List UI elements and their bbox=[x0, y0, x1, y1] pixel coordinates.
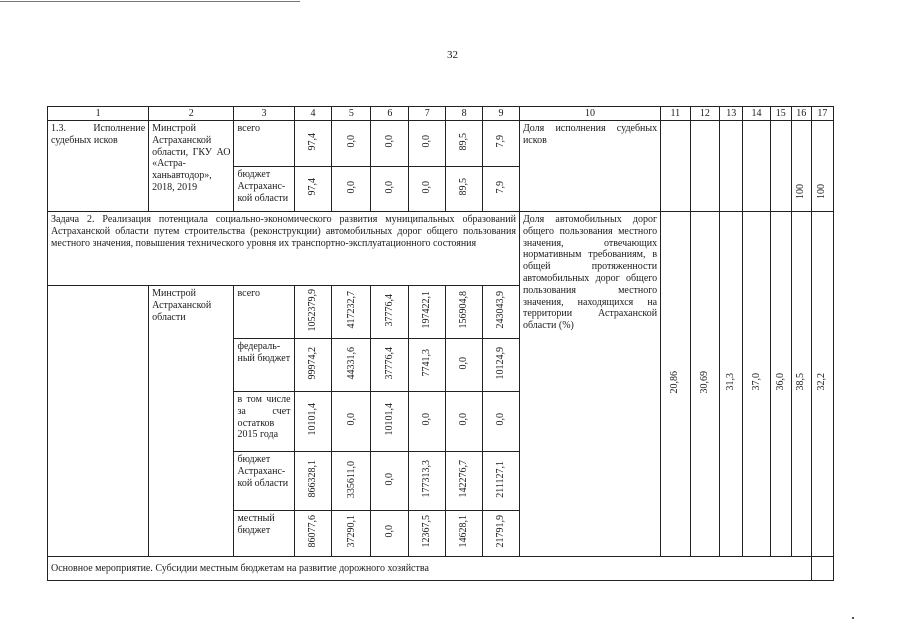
value-text: 99974,2 bbox=[307, 346, 319, 380]
main-activity-cell: Основное мероприятие. Субсидии местным бюджетам на развитие дорожного хозяйства bbox=[48, 557, 812, 581]
header-cell: 17 bbox=[811, 107, 833, 121]
indicator-value-cell bbox=[770, 212, 791, 557]
value-cell bbox=[294, 452, 332, 511]
value-text: 10124,9 bbox=[495, 346, 507, 380]
source-label-cell: всего bbox=[234, 286, 294, 339]
value-cell bbox=[371, 121, 409, 167]
value-text: 7741,3 bbox=[421, 349, 433, 377]
indicator-value: 32,2 bbox=[816, 373, 828, 391]
value-text: 211127,1 bbox=[495, 460, 507, 498]
value-cell bbox=[446, 121, 483, 167]
source-label-cell: в том числе за счет остатков 2015 года bbox=[234, 392, 294, 452]
value-text: 0,0 bbox=[458, 356, 470, 370]
indicator-value-cell bbox=[661, 121, 691, 212]
value-cell bbox=[409, 121, 446, 167]
value-cell bbox=[332, 339, 371, 392]
measure-name-cell: 1.3. Исполнение судебных исков bbox=[48, 121, 149, 212]
header-cell: 8 bbox=[446, 107, 483, 121]
value-text: 243043,9 bbox=[495, 291, 507, 329]
value-cell bbox=[446, 339, 483, 392]
value-text: 0,0 bbox=[345, 135, 357, 148]
source-label-cell: федераль-ный бюджет bbox=[234, 339, 294, 392]
header-cell: 4 bbox=[294, 107, 332, 121]
source-label-cell: всего bbox=[234, 121, 294, 167]
value-cell bbox=[332, 167, 371, 212]
indicator-value: 100 bbox=[816, 184, 828, 200]
value-cell bbox=[446, 286, 483, 339]
value-text: 0,0 bbox=[383, 525, 395, 538]
indicator-value-cell bbox=[791, 121, 811, 212]
value-text: 37776,4 bbox=[383, 346, 395, 380]
source-label-cell: местный бюджет bbox=[234, 511, 294, 557]
value-text: 142276,7 bbox=[458, 460, 470, 498]
header-cell: 15 bbox=[770, 107, 791, 121]
value-text: 335611,0 bbox=[345, 460, 357, 498]
value-text: 10101,4 bbox=[307, 403, 319, 436]
indicator-value: 100 bbox=[795, 184, 807, 200]
value-cell bbox=[409, 339, 446, 392]
value-cell bbox=[332, 511, 371, 557]
empty-cell bbox=[811, 557, 833, 581]
indicator-value: 38,5 bbox=[795, 373, 807, 391]
value-text: 0,0 bbox=[383, 180, 395, 194]
value-cell bbox=[294, 286, 332, 339]
value-text: 417232,7 bbox=[345, 291, 357, 329]
indicator-value-cell bbox=[791, 212, 811, 557]
value-cell bbox=[332, 121, 371, 167]
value-text: 0,0 bbox=[421, 135, 433, 148]
value-cell bbox=[294, 392, 332, 452]
value-cell bbox=[483, 121, 520, 167]
page-number: 32 bbox=[447, 49, 458, 61]
header-row bbox=[48, 107, 834, 121]
indicator-value-cell bbox=[720, 121, 743, 212]
value-cell bbox=[409, 511, 446, 557]
value-cell bbox=[371, 392, 409, 452]
indicator-cell: Доля исполнения судебных исков bbox=[519, 121, 660, 212]
value-cell bbox=[483, 167, 520, 212]
value-cell bbox=[483, 339, 520, 392]
value-text: 86077,6 bbox=[307, 515, 319, 548]
executor-cell: Минстрой Астраханской области, ГКУ АО «Астра-ханьавтодор», 2018, 2019 bbox=[149, 121, 234, 212]
value-cell bbox=[409, 452, 446, 511]
value-cell bbox=[483, 511, 520, 557]
header-cell: 10 bbox=[519, 107, 660, 121]
header-cell: 5 bbox=[332, 107, 371, 121]
value-text: 44331,6 bbox=[345, 346, 357, 380]
value-cell bbox=[409, 392, 446, 452]
value-cell bbox=[409, 167, 446, 212]
value-cell bbox=[294, 511, 332, 557]
value-text: 7,9 bbox=[495, 180, 507, 194]
value-text: 37776,4 bbox=[383, 293, 395, 327]
source-label-cell: бюджет Астраханс-кой области bbox=[234, 452, 294, 511]
indicator-value-cell bbox=[690, 212, 720, 557]
value-text: 7,9 bbox=[495, 135, 507, 148]
value-text: 37290,1 bbox=[345, 515, 357, 548]
table-row bbox=[48, 212, 834, 286]
value-cell bbox=[483, 286, 520, 339]
indicator-value-cell bbox=[690, 121, 720, 212]
indicator-value-cell bbox=[811, 212, 833, 557]
value-cell bbox=[371, 167, 409, 212]
value-text: 12367,5 bbox=[421, 515, 433, 548]
value-text: 89,5 bbox=[458, 178, 470, 196]
header-cell: 2 bbox=[149, 107, 234, 121]
indicator-cell: Доля автомобильных дорог общего пользования местного значения, отвечающих нормативным требованиям, в общей протяженности автомобильных дорог общего пользования местного значения, находящихся на территории Астраханской области (%) bbox=[519, 212, 660, 557]
value-text: 156904,8 bbox=[458, 291, 470, 329]
value-text: 0,0 bbox=[458, 413, 470, 426]
source-label-cell: бюджет Астраханс-кой области bbox=[234, 167, 294, 212]
value-cell bbox=[294, 121, 332, 167]
value-cell bbox=[294, 339, 332, 392]
header-cell: 1 bbox=[48, 107, 149, 121]
value-text: 0,0 bbox=[345, 180, 357, 194]
value-text: 89,5 bbox=[458, 132, 470, 151]
program-table bbox=[47, 106, 834, 581]
value-text: 177313,3 bbox=[421, 460, 433, 498]
value-cell bbox=[332, 392, 371, 452]
indicator-value: 30,69 bbox=[698, 370, 710, 394]
indicator-value-cell bbox=[743, 212, 770, 557]
value-text: 0,0 bbox=[495, 413, 507, 426]
top-rule bbox=[0, 1, 300, 2]
scan-speck bbox=[852, 617, 854, 619]
indicator-value-cell bbox=[743, 121, 770, 212]
value-text: 197422,1 bbox=[421, 291, 433, 329]
value-text: 97,4 bbox=[307, 132, 319, 151]
header-cell: 14 bbox=[743, 107, 770, 121]
indicator-value: 37,0 bbox=[750, 373, 762, 391]
measure-name-cell bbox=[48, 286, 149, 557]
indicator-value-cell bbox=[770, 121, 791, 212]
value-cell bbox=[446, 452, 483, 511]
value-cell bbox=[371, 286, 409, 339]
value-cell bbox=[294, 167, 332, 212]
value-text: 0,0 bbox=[383, 472, 395, 486]
header-cell: 3 bbox=[234, 107, 294, 121]
value-cell bbox=[371, 452, 409, 511]
value-cell bbox=[446, 392, 483, 452]
indicator-value: 20,86 bbox=[669, 370, 681, 394]
value-cell bbox=[332, 452, 371, 511]
value-text: 10101,4 bbox=[383, 403, 395, 436]
value-cell bbox=[409, 286, 446, 339]
value-cell bbox=[371, 511, 409, 557]
value-text: 0,0 bbox=[421, 413, 433, 426]
indicator-value-cell bbox=[811, 121, 833, 212]
value-text: 97,4 bbox=[307, 178, 319, 196]
header-cell: 12 bbox=[690, 107, 720, 121]
table-row bbox=[48, 557, 834, 581]
value-cell bbox=[483, 392, 520, 452]
indicator-value-cell bbox=[720, 212, 743, 557]
table-row bbox=[48, 121, 834, 167]
value-cell bbox=[446, 167, 483, 212]
header-cell: 16 bbox=[791, 107, 811, 121]
value-text: 0,0 bbox=[383, 135, 395, 148]
value-cell bbox=[446, 511, 483, 557]
value-text: 21791,9 bbox=[495, 515, 507, 548]
header-cell: 9 bbox=[483, 107, 520, 121]
value-cell bbox=[332, 286, 371, 339]
indicator-value: 36,0 bbox=[774, 373, 786, 391]
value-text: 866328,1 bbox=[307, 460, 319, 498]
value-cell bbox=[483, 452, 520, 511]
value-text: 0,0 bbox=[345, 413, 357, 426]
header-cell: 13 bbox=[720, 107, 743, 121]
task-heading-cell: Задача 2. Реализация потенциала социально-экономического развития муниципальных образований Астраханской области путем строительства (реконструкции) автомобильных дорог общего пользования местного значения, повышения технического уровня их транспортно-эксплуатационного состояния bbox=[48, 212, 520, 286]
value-text: 0,0 bbox=[421, 180, 433, 194]
header-cell: 6 bbox=[371, 107, 409, 121]
value-text: 1052379,9 bbox=[307, 288, 319, 332]
executor-cell: Минстрой Астраханской области bbox=[149, 286, 234, 557]
indicator-value-cell bbox=[661, 212, 691, 557]
value-cell bbox=[371, 339, 409, 392]
header-cell: 11 bbox=[661, 107, 691, 121]
header-cell: 7 bbox=[409, 107, 446, 121]
value-text: 14628,1 bbox=[458, 515, 470, 548]
indicator-value: 31,3 bbox=[725, 373, 737, 391]
